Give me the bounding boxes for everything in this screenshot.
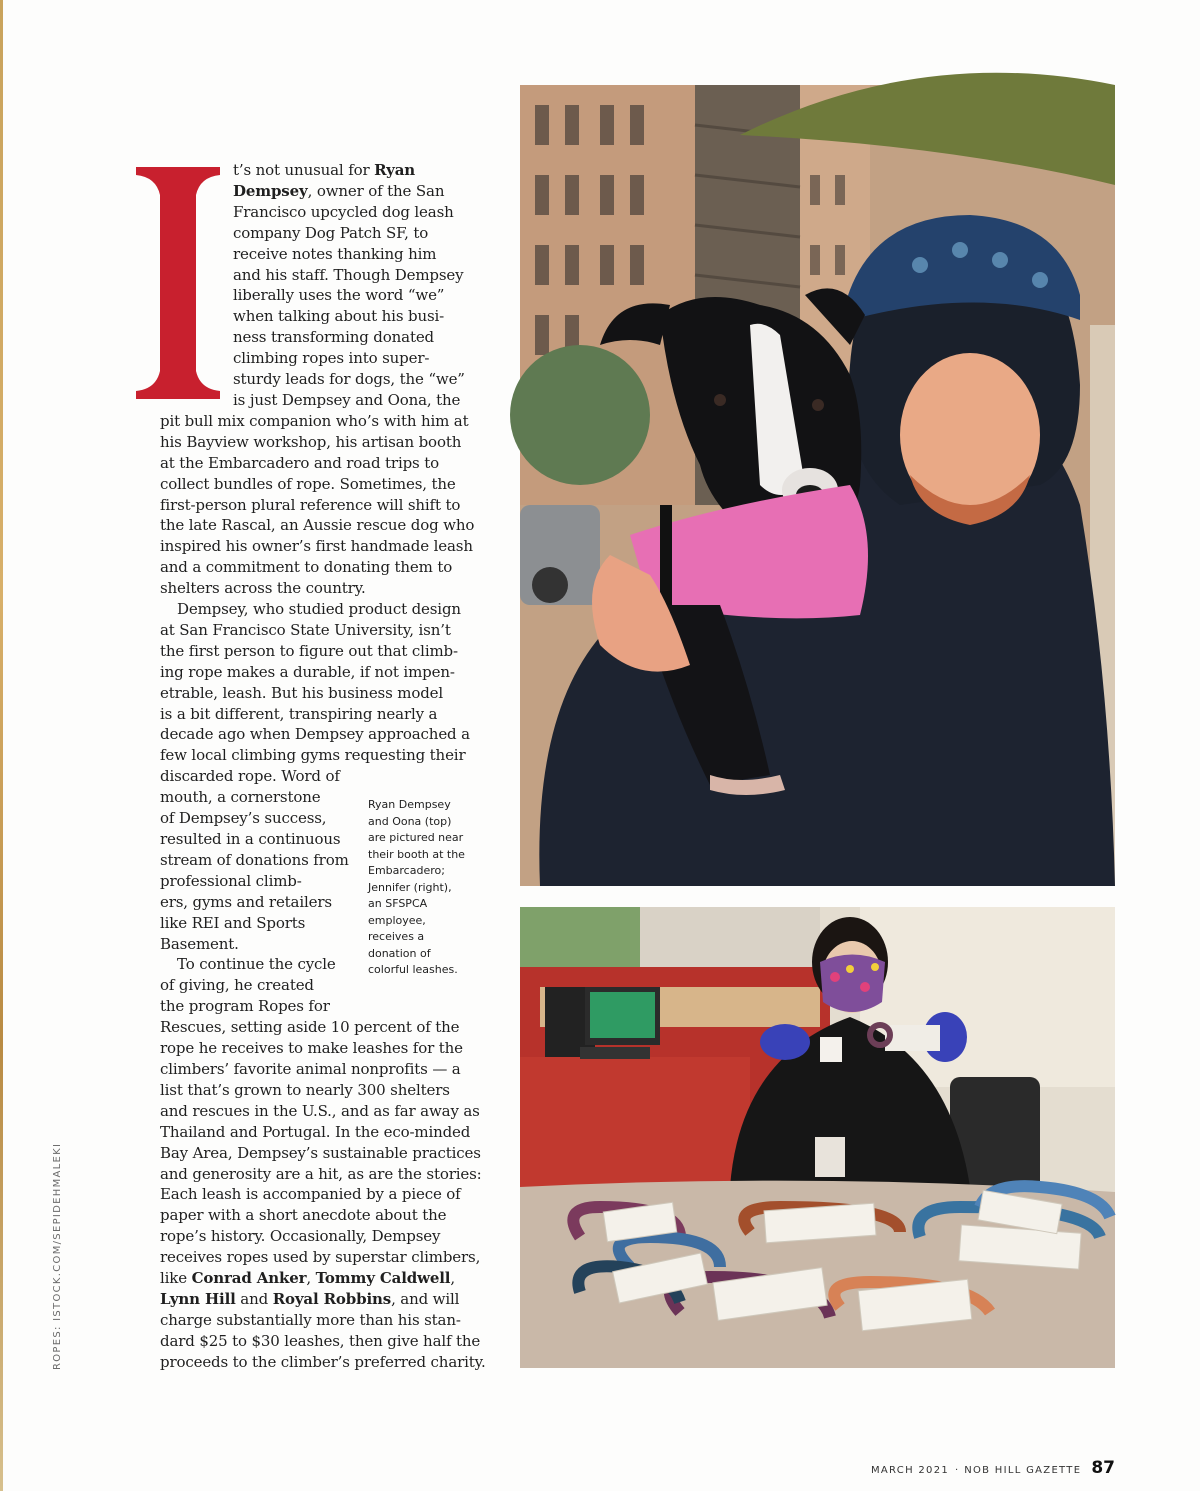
- photo-sfspca-employee-leashes: [520, 907, 1115, 1368]
- magazine-name: NOB HILL GAZETTE: [964, 1465, 1082, 1476]
- name-tommy-caldwell: Tommy Caldwell: [315, 1269, 451, 1288]
- footer-separator: ·: [955, 1465, 959, 1476]
- name-dempsey: Dempsey: [233, 181, 308, 200]
- issue-date: MARCH 2021: [870, 1465, 950, 1476]
- svg-text:I: I: [34, 65, 35, 66]
- page-number: 87: [1091, 1458, 1115, 1478]
- photo-dempsey-and-oona: [520, 85, 1115, 886]
- paragraph-2: Dempsey, who studied product design at San Francisco State University, isn’t the first person to figure out that climb- ing rope makes a durable, if not impen- etrable, leash. But his business model is a bit different, transpiring nearly a decade ago when Dempsey approached a few local climbing gyms requesting their discarded rope. Word of mouth, a cornerstone of Dempsey’s success, resulted in a continuous stream of donations from professional climb- ers, gyms and retailers like REI and Sports Basement.: [160, 600, 470, 953]
- article-body: [160, 160, 486, 1373]
- page-edge-strip: [0, 0, 3, 1491]
- photo-credit: ROPES: ISTOCK.COM/SEPIDEHMALEKI: [52, 1142, 63, 1370]
- name-conrad-anker: Conrad Anker: [191, 1269, 307, 1288]
- page-footer: [871, 1458, 1115, 1478]
- paragraph-1: t’s not unusual for Ryan Dempsey, owner of the San Francisco upcycled dog leash company Dog Patch SF, to receive notes thanking him and his staff. Though Dempsey liberally uses the word “we” when talking about his busi- ness transforming donated climbing ropes into super- sturdy leads for dogs, the “we” is just Dempsey and Oona, the pit bull mix companion who’s with him at his Bayview workshop, his artisan booth at the Embarcadero and road trips to collect bundles of rope. Sometimes, the first-person plural reference will shift to the late Rascal, an Aussie rescue dog who inspired his owner’s first handmade leash and a commitment to donating them to shelters across the country.: [160, 161, 475, 598]
- name-royal-robbins: Royal Robbins: [272, 1289, 392, 1308]
- paragraph-3: To continue the cycle of giving, he created the program Ropes for Rescues, setting aside 10 percent of the rope he receives to make leashes for the climbers’ favorite animal nonprofits — a list that’s grown to nearly 300 shelters and rescues in the U.S., and as far away as Thailand and Portugal. In the eco-minded Bay Area, Dempsey’s sustainable practices and generosity are a hit, as are the stories: Each leash is accompanied by a piece of paper with a short anecdote about the rope’s history. Occasionally, Dempsey receives ropes used by superstar climbers, like Conrad Anker, Tommy Caldwell, Lynn Hill and Royal Robbins, and will charge substantially more than his stan- dard $25 to $30 leashes, then give half the proceeds to the climber’s preferred charity.: [160, 955, 486, 1371]
- photo-caption: Ryan Dempsey and Oona (top) are pictured near their booth at the Embarcadero; Jennifer (right), an SFSPCA employee, receives a donation of colorful leashes.: [368, 798, 465, 976]
- name-lynn-hill: Lynn Hill: [160, 1289, 236, 1308]
- name-ryan: Ryan: [374, 161, 416, 179]
